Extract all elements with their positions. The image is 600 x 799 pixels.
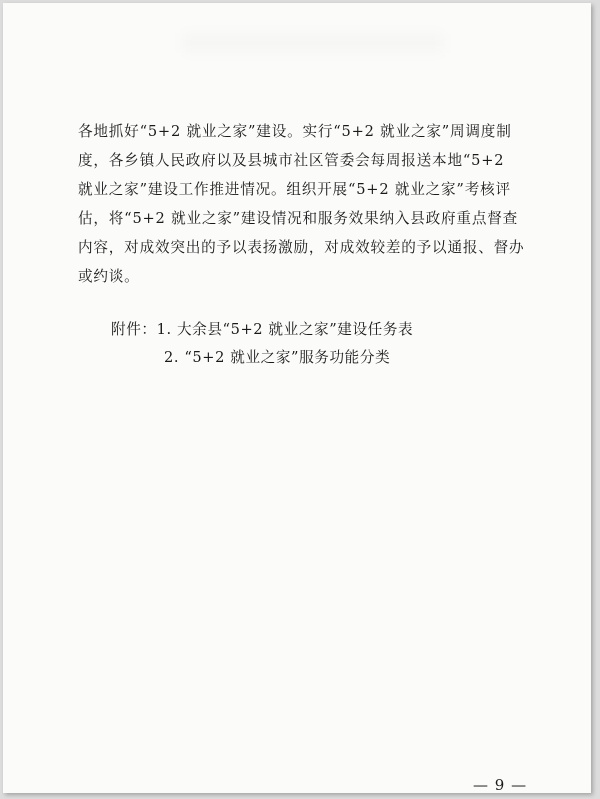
attachment-item [111,316,413,344]
attachment-title: 2. “5+2 就业之家”服务功能分类 [164,349,391,366]
body-line: 估，将“5+2 就业之家”建设情况和服务效果纳入县政府重点督查 [78,210,519,227]
attachment-indent [111,344,164,372]
attachments-label: 附件： [111,321,157,338]
body-paragraph [78,117,538,291]
page-number: — 9 — [473,776,528,794]
attachments-list [111,316,413,372]
body-line: 内容，对成效突出的予以表扬激励，对成效较差的予以通报、督办 [78,239,525,256]
scan-shadow [183,33,443,53]
body-line: 度，各乡镇人民政府以及县城市社区管委会每周报送本地“5+2 [78,152,505,169]
body-line: 各地抓好“5+2 就业之家”建设。实行“5+2 就业之家”周调度制 [78,123,512,140]
document-page [3,3,591,793]
attachment-item [111,344,413,372]
body-line: 或约谈。 [78,268,140,285]
body-line: 就业之家”建设工作推进情况。组织开展“5+2 就业之家”考核评 [78,181,511,198]
attachment-title: 1. 大余县“5+2 就业之家”建设任务表 [156,321,414,338]
